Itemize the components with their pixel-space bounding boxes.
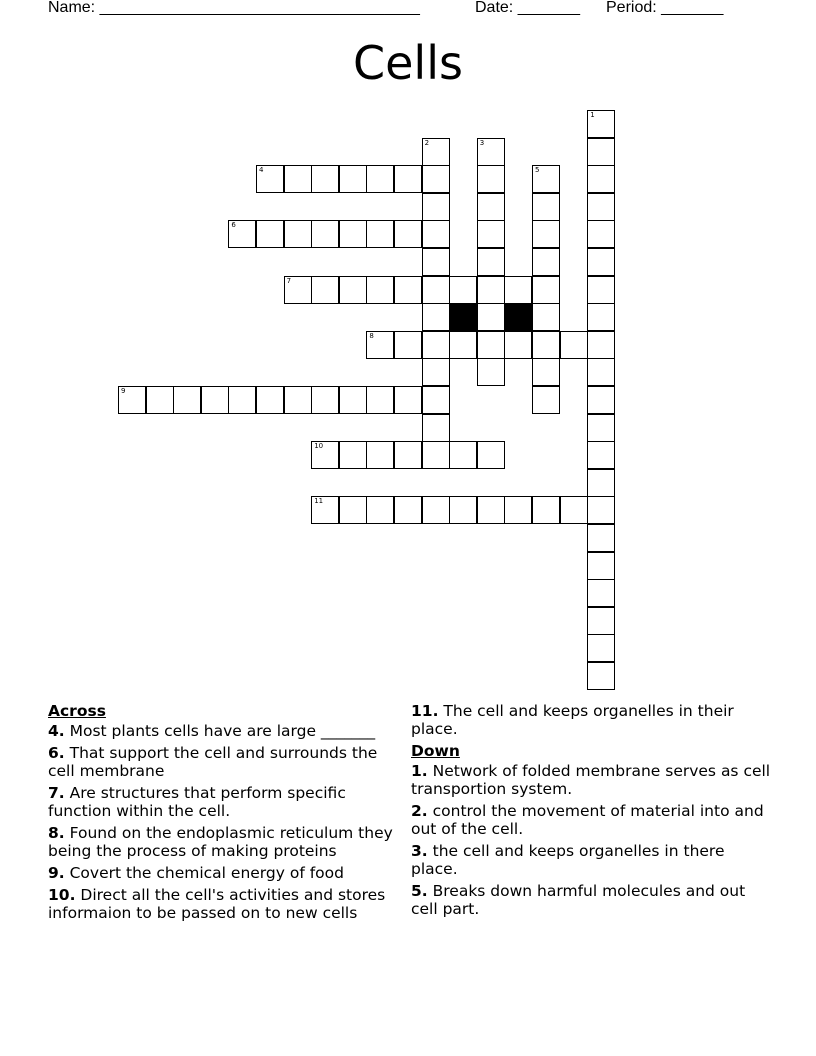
grid-cell[interactable] xyxy=(366,165,394,193)
grid-cell[interactable] xyxy=(366,331,394,359)
grid-cell[interactable] xyxy=(504,276,532,304)
grid-cell[interactable] xyxy=(118,386,146,414)
grid-cell[interactable] xyxy=(422,414,450,442)
clue-across-9 xyxy=(48,864,398,882)
grid-cell[interactable] xyxy=(366,496,394,524)
grid-cell[interactable] xyxy=(587,138,615,166)
right-clues xyxy=(411,700,771,922)
grid-cell[interactable] xyxy=(339,496,367,524)
grid-cell[interactable] xyxy=(449,331,477,359)
grid-cell[interactable] xyxy=(284,165,312,193)
grid-cell[interactable] xyxy=(422,193,450,221)
grid-cell[interactable] xyxy=(339,386,367,414)
grid-cell[interactable] xyxy=(228,220,256,248)
grid-cell[interactable] xyxy=(532,358,560,386)
grid-cell[interactable] xyxy=(422,358,450,386)
clue-number-label: 4 xyxy=(259,166,264,175)
grid-cell[interactable] xyxy=(394,331,422,359)
page-title: Cells xyxy=(353,36,463,90)
clue-across-10 xyxy=(48,886,398,922)
grid-cell[interactable] xyxy=(587,358,615,386)
clue-number-label: 6 xyxy=(231,221,236,230)
clue-down-3 xyxy=(411,842,771,878)
clue-across-7 xyxy=(48,784,398,820)
grid-cell[interactable] xyxy=(532,193,560,221)
grid-cell[interactable] xyxy=(560,331,588,359)
grid-cell[interactable] xyxy=(256,165,284,193)
grid-cell[interactable] xyxy=(311,220,339,248)
clue-number-label: 9 xyxy=(121,387,126,395)
clue-number: 6. xyxy=(48,744,65,762)
grid-cell[interactable] xyxy=(394,496,422,524)
grid-cell[interactable] xyxy=(366,386,394,414)
clue-across-8 xyxy=(48,824,398,860)
grid-cell[interactable] xyxy=(587,220,615,248)
grid-cell[interactable] xyxy=(422,331,450,359)
grid-cell[interactable] xyxy=(532,220,560,248)
grid-cell[interactable] xyxy=(311,386,339,414)
clue-number: 9. xyxy=(48,864,65,882)
grid-cell[interactable] xyxy=(532,248,560,276)
grid-cell[interactable] xyxy=(422,441,450,469)
clue-number: 11. xyxy=(411,702,439,720)
clue-number: 1. xyxy=(411,762,428,780)
grid-cell[interactable] xyxy=(587,386,615,414)
grid-cell[interactable] xyxy=(504,331,532,359)
clue-number: 8. xyxy=(48,824,65,842)
grid-cell[interactable] xyxy=(284,220,312,248)
grid-cell[interactable] xyxy=(256,220,284,248)
clue-text: Breaks down harmful molecules and out cell part. xyxy=(411,882,746,918)
grid-cell[interactable] xyxy=(394,165,422,193)
grid-cell[interactable] xyxy=(449,441,477,469)
clue-text: Network of folded membrane serves as cell transportion system. xyxy=(411,762,771,798)
grid-cell[interactable] xyxy=(146,386,174,414)
grid-cell[interactable] xyxy=(587,552,615,580)
grid-cell[interactable] xyxy=(394,220,422,248)
grid-cell[interactable] xyxy=(587,165,615,193)
grid-cell[interactable] xyxy=(284,386,312,414)
grid-cell[interactable] xyxy=(587,248,615,276)
grid-cell[interactable] xyxy=(394,386,422,414)
clue-text: Covert the chemical energy of food xyxy=(64,864,344,882)
clue-number-label: 10 xyxy=(314,442,324,451)
grid-cell[interactable] xyxy=(477,496,505,524)
clue-number: 10. xyxy=(48,886,76,904)
clue-number: 7. xyxy=(48,784,65,802)
grid-cell[interactable] xyxy=(339,441,367,469)
grid-cell[interactable] xyxy=(311,441,339,469)
grid-cell[interactable] xyxy=(422,220,450,248)
grid-cell[interactable] xyxy=(477,358,505,386)
grid-cell[interactable] xyxy=(587,579,615,607)
grid-cell[interactable] xyxy=(201,386,229,414)
period-field[interactable]: Period: _______ xyxy=(606,0,724,16)
clue-number-label: 11 xyxy=(314,497,324,506)
grid-cell[interactable] xyxy=(587,607,615,635)
grid-cell[interactable] xyxy=(394,276,422,304)
grid-cell[interactable] xyxy=(532,165,560,193)
grid-cell[interactable] xyxy=(587,441,615,469)
grid-cell[interactable] xyxy=(422,496,450,524)
grid-cell[interactable] xyxy=(284,276,312,304)
grid-cell[interactable] xyxy=(560,496,588,524)
grid-cell[interactable] xyxy=(366,276,394,304)
grid-cell[interactable] xyxy=(532,386,560,414)
grid-cell[interactable] xyxy=(587,469,615,497)
grid-cell[interactable] xyxy=(477,193,505,221)
grid-cell[interactable] xyxy=(532,496,560,524)
grid-cell[interactable] xyxy=(477,276,505,304)
grid-cell[interactable] xyxy=(422,303,450,331)
grid-cell[interactable] xyxy=(311,496,339,524)
grid-cell[interactable] xyxy=(587,276,615,304)
clue-number-label: 3 xyxy=(479,138,485,147)
clue-text: Most plants cells have are large _______ xyxy=(64,722,376,740)
grid-cell[interactable] xyxy=(173,386,201,414)
grid-cell[interactable] xyxy=(449,276,477,304)
clue-across-4 xyxy=(48,722,398,740)
grid-cell[interactable] xyxy=(477,138,505,166)
grid-cell[interactable] xyxy=(587,303,615,331)
grid-cell[interactable] xyxy=(532,331,560,359)
clue-number-label: 8 xyxy=(369,331,374,340)
clue-number-label: 5 xyxy=(535,166,540,175)
across-heading: Across xyxy=(48,702,106,720)
black-square xyxy=(449,303,477,331)
clue-number: 4. xyxy=(48,722,65,740)
clue-text: the cell and keeps organelles in there place. xyxy=(411,842,725,878)
grid-cell[interactable] xyxy=(422,276,450,304)
grid-cell[interactable] xyxy=(366,220,394,248)
grid-cell[interactable] xyxy=(587,524,615,552)
grid-cell[interactable] xyxy=(587,634,615,662)
grid-cell[interactable] xyxy=(587,414,615,442)
grid-cell[interactable] xyxy=(587,662,615,690)
grid-cell[interactable] xyxy=(422,165,450,193)
grid-cell[interactable] xyxy=(477,331,505,359)
grid-cell[interactable] xyxy=(339,220,367,248)
grid-cell[interactable] xyxy=(587,331,615,359)
grid-cell[interactable] xyxy=(339,165,367,193)
clue-number-label: 2 xyxy=(424,138,430,147)
grid-cell[interactable] xyxy=(422,386,450,414)
black-square xyxy=(504,303,532,331)
grid-cell[interactable] xyxy=(477,441,505,469)
clue-number-label: 7 xyxy=(286,276,292,285)
grid-cell[interactable] xyxy=(228,386,256,414)
grid-cell[interactable] xyxy=(477,220,505,248)
grid-cell[interactable] xyxy=(504,496,532,524)
grid-cell[interactable] xyxy=(532,276,560,304)
grid-cell[interactable] xyxy=(587,496,615,524)
date-field[interactable]: Date: _______ xyxy=(475,0,580,16)
grid-cell[interactable] xyxy=(477,165,505,193)
grid-cell[interactable] xyxy=(256,386,284,414)
grid-cell[interactable] xyxy=(394,441,422,469)
down-heading: Down xyxy=(411,742,460,760)
clue-number: 5. xyxy=(411,882,428,900)
clue-number: 2. xyxy=(411,802,428,820)
clue-text: That support the cell and surrounds the cell membrane xyxy=(48,744,378,780)
grid-cell[interactable] xyxy=(477,303,505,331)
grid-cell[interactable] xyxy=(422,138,450,166)
grid-cell[interactable] xyxy=(311,165,339,193)
grid-cell[interactable] xyxy=(339,276,367,304)
clue-text: Are structures that perform specific function within the cell. xyxy=(48,784,346,820)
clue-text: Found on the endoplasmic reticulum they being the process of making proteins xyxy=(48,824,393,860)
grid-cell[interactable] xyxy=(587,193,615,221)
grid-cell[interactable] xyxy=(477,248,505,276)
grid-cell[interactable] xyxy=(532,303,560,331)
grid-cell[interactable] xyxy=(587,110,615,138)
clue-down-1 xyxy=(411,762,771,798)
clue-across-11 xyxy=(411,702,771,738)
grid-cell[interactable] xyxy=(311,276,339,304)
clue-across-6 xyxy=(48,744,398,780)
clue-text: Direct all the cell's activities and stores informaion to be passed on to new cells xyxy=(48,886,386,922)
name-field[interactable]: Name: ____________________________________ xyxy=(48,0,420,16)
clue-text: The cell and keeps organelles in their place. xyxy=(411,702,734,738)
grid-cell[interactable] xyxy=(449,496,477,524)
across-clues xyxy=(48,700,398,926)
clue-down-2 xyxy=(411,802,771,838)
clue-number-label: 1 xyxy=(590,111,595,119)
clue-number: 3. xyxy=(411,842,428,860)
clue-text: control the movement of material into and out of the cell. xyxy=(411,802,764,838)
clue-down-5 xyxy=(411,882,771,918)
grid-cell[interactable] xyxy=(366,441,394,469)
grid-cell[interactable] xyxy=(422,248,450,276)
